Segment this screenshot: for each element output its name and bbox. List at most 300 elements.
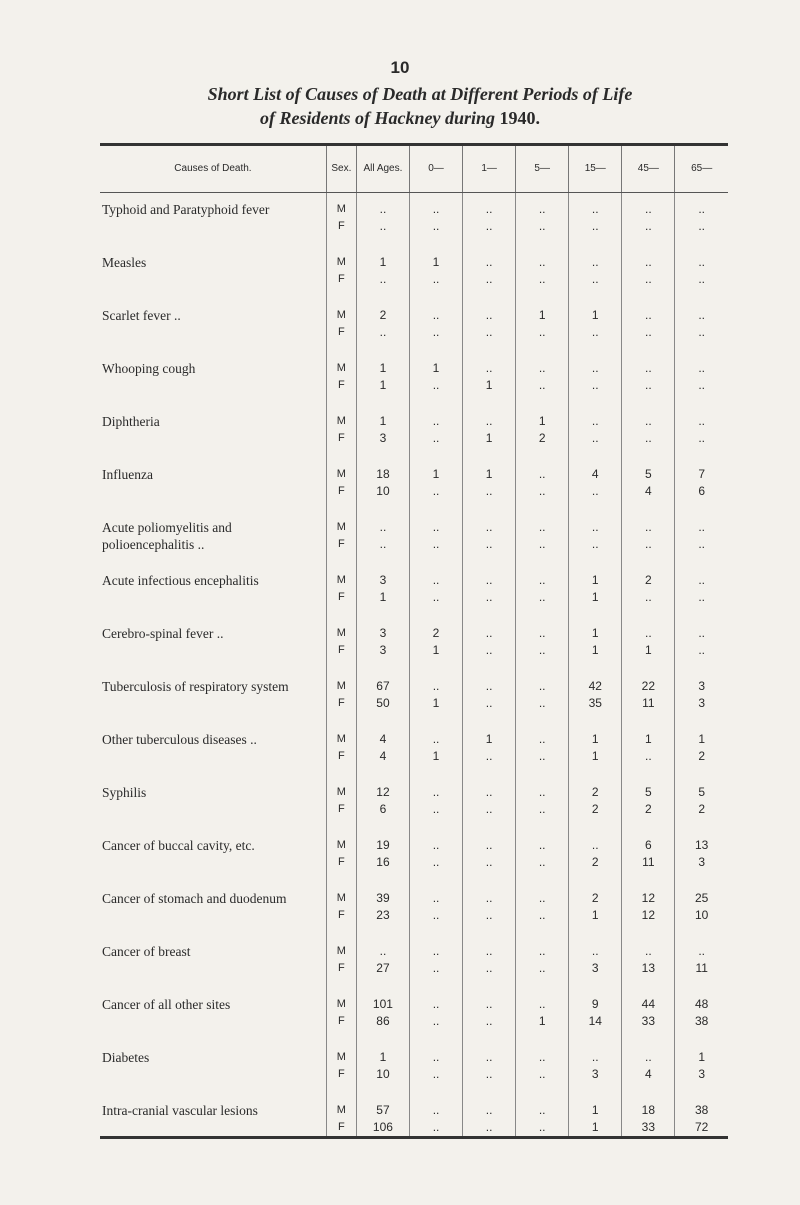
- value-cell: [409, 193, 462, 236]
- row-spacer: [100, 235, 728, 246]
- cell-value: ..: [591, 484, 599, 498]
- cause-name: Measles: [102, 255, 147, 270]
- spacer-cell: [326, 1083, 356, 1094]
- value-cell: [569, 1094, 622, 1138]
- spacer-cell: [622, 765, 675, 776]
- spacer-cell: [409, 1083, 462, 1094]
- cell-value: 1: [379, 378, 387, 392]
- cell-value: ..: [538, 1120, 546, 1134]
- sex-cell: [326, 458, 356, 500]
- value-cell: [675, 617, 728, 659]
- table-row: [100, 988, 728, 1030]
- sex-label: M: [336, 998, 346, 1010]
- spacer-cell: [100, 977, 326, 988]
- cell-value: ..: [485, 1014, 493, 1028]
- table-row: [100, 723, 728, 765]
- cell-value: ..: [485, 308, 493, 322]
- spacer-cell: [516, 924, 569, 935]
- cell-value: 23: [376, 908, 390, 922]
- value-cell: [356, 829, 409, 871]
- cell-value: ..: [485, 749, 493, 763]
- cell-value: ..: [698, 255, 706, 269]
- row-spacer: [100, 818, 728, 829]
- spacer-cell: [356, 235, 409, 246]
- spacer-cell: [356, 341, 409, 352]
- spacer-cell: [463, 712, 516, 723]
- cell-value: ..: [698, 573, 706, 587]
- row-spacer: [100, 288, 728, 299]
- spacer-cell: [356, 500, 409, 511]
- cell-value: 3: [698, 1067, 706, 1081]
- cell-value: ..: [432, 944, 440, 958]
- cell-value: ..: [485, 696, 493, 710]
- value-cell: [356, 246, 409, 288]
- value-cell: [356, 1094, 409, 1138]
- spacer-cell: [326, 818, 356, 829]
- sex-label: M: [336, 892, 346, 904]
- cell-value: 1: [591, 908, 599, 922]
- col-header-age-15: 15—: [569, 146, 622, 193]
- spacer-cell: [463, 288, 516, 299]
- value-cell: [516, 511, 569, 553]
- sex-label: M: [336, 945, 346, 957]
- table-row: [100, 935, 728, 977]
- table-row: [100, 458, 728, 500]
- cell-value: ..: [591, 219, 599, 233]
- sex-label: F: [338, 1121, 345, 1133]
- spacer-cell: [463, 500, 516, 511]
- table-row: [100, 882, 728, 924]
- cell-value: 2: [591, 802, 599, 816]
- spacer-cell: [409, 500, 462, 511]
- sex-label: M: [336, 521, 346, 533]
- cell-value: ..: [432, 855, 440, 869]
- cell-value: 4: [591, 467, 599, 481]
- value-cell: [622, 299, 675, 341]
- sex-cell: [326, 511, 356, 553]
- cell-value: ..: [591, 414, 599, 428]
- value-cell: [569, 617, 622, 659]
- spacer-cell: [100, 659, 326, 670]
- value-cell: [569, 352, 622, 394]
- value-cell: [622, 723, 675, 765]
- cell-value: ..: [538, 944, 546, 958]
- value-cell: [622, 776, 675, 818]
- value-cell: [356, 1041, 409, 1083]
- sex-label: F: [338, 591, 345, 603]
- value-cell: [569, 458, 622, 500]
- cell-value: 57: [376, 1103, 390, 1117]
- value-cell: [356, 723, 409, 765]
- sex-label: F: [338, 750, 345, 762]
- sex-label: F: [338, 644, 345, 656]
- cell-value: 19: [376, 838, 390, 852]
- value-cell: [516, 882, 569, 924]
- cell-value: ..: [485, 1103, 493, 1117]
- spacer-cell: [100, 1030, 326, 1041]
- spacer-cell: [569, 500, 622, 511]
- value-cell: [516, 193, 569, 236]
- value-cell: [409, 405, 462, 447]
- spacer-cell: [516, 288, 569, 299]
- cell-value: 10: [376, 484, 390, 498]
- table-row: [100, 246, 728, 288]
- value-cell: [622, 458, 675, 500]
- cell-value: ..: [538, 626, 546, 640]
- spacer-cell: [409, 1030, 462, 1041]
- cell-value: ..: [538, 590, 546, 604]
- value-cell: [675, 511, 728, 553]
- page-subtitle: [0, 108, 800, 129]
- sex-cell: [326, 776, 356, 818]
- spacer-cell: [675, 553, 728, 564]
- spacer-cell: [569, 394, 622, 405]
- cell-value: 1: [591, 626, 599, 640]
- cell-value: ..: [538, 1067, 546, 1081]
- value-cell: [622, 935, 675, 977]
- spacer-cell: [463, 871, 516, 882]
- value-cell: [356, 988, 409, 1030]
- value-cell: [516, 935, 569, 977]
- cell-value: ..: [538, 484, 546, 498]
- cell-value: ..: [591, 1050, 599, 1064]
- cell-value: ..: [538, 643, 546, 657]
- cell-value: ..: [645, 308, 652, 322]
- value-cell: [675, 882, 728, 924]
- sex-label: M: [336, 1104, 346, 1116]
- spacer-cell: [409, 818, 462, 829]
- cell-value: 1: [591, 643, 599, 657]
- value-cell: [675, 405, 728, 447]
- cell-value: 1: [432, 255, 440, 269]
- row-spacer: [100, 500, 728, 511]
- cell-value: ..: [698, 378, 706, 392]
- cell-value: ..: [432, 308, 440, 322]
- cause-name: Diphtheria: [102, 414, 160, 429]
- spacer-cell: [516, 871, 569, 882]
- subtitle-text: of Residents of Hackney during: [259, 108, 495, 128]
- spacer-cell: [100, 394, 326, 405]
- cell-value: ..: [698, 202, 706, 216]
- table-row: [100, 352, 728, 394]
- cell-value: ..: [432, 378, 440, 392]
- value-cell: [463, 564, 516, 606]
- spacer-cell: [569, 977, 622, 988]
- spacer-cell: [622, 871, 675, 882]
- sex-label: M: [336, 627, 346, 639]
- row-spacer: [100, 341, 728, 352]
- cell-value: 11: [642, 696, 655, 710]
- cell-value: 12: [641, 891, 656, 905]
- cell-value: ..: [538, 749, 546, 763]
- cell-value: 2: [591, 891, 599, 905]
- cell-value: 3: [379, 431, 387, 445]
- cell-value: 13: [695, 838, 709, 852]
- cell-value: ..: [432, 1067, 440, 1081]
- spacer-cell: [675, 765, 728, 776]
- cell-value: ..: [538, 696, 546, 710]
- spacer-cell: [516, 659, 569, 670]
- cell-value: 2: [379, 308, 387, 322]
- sex-cell: [326, 246, 356, 288]
- spacer-cell: [409, 447, 462, 458]
- spacer-cell: [409, 606, 462, 617]
- value-cell: [463, 299, 516, 341]
- cell-value: 44: [641, 997, 656, 1011]
- spacer-cell: [463, 606, 516, 617]
- value-cell: [463, 776, 516, 818]
- row-spacer: [100, 447, 728, 458]
- value-cell: [675, 670, 728, 712]
- sex-label: F: [338, 856, 345, 868]
- spacer-cell: [463, 553, 516, 564]
- value-cell: [569, 246, 622, 288]
- spacer-cell: [409, 235, 462, 246]
- spacer-cell: [622, 553, 675, 564]
- spacer-cell: [675, 394, 728, 405]
- value-cell: [622, 1041, 675, 1083]
- spacer-cell: [100, 288, 326, 299]
- spacer-cell: [675, 235, 728, 246]
- spacer-cell: [356, 977, 409, 988]
- cell-value: ..: [379, 272, 387, 286]
- cell-value: ..: [432, 573, 440, 587]
- spacer-cell: [356, 394, 409, 405]
- cell-value: ..: [379, 202, 387, 216]
- cell-value: ..: [538, 573, 546, 587]
- value-cell: [463, 352, 516, 394]
- cell-value: ..: [432, 484, 440, 498]
- value-cell: [516, 564, 569, 606]
- spacer-cell: [326, 924, 356, 935]
- table-row: [100, 564, 728, 606]
- cell-value: ..: [645, 378, 652, 392]
- cell-value: ..: [591, 255, 599, 269]
- sex-cell: [326, 829, 356, 871]
- cell-value: ..: [485, 537, 493, 551]
- sex-cell: [326, 299, 356, 341]
- spacer-cell: [675, 288, 728, 299]
- value-cell: [356, 405, 409, 447]
- spacer-cell: [569, 447, 622, 458]
- cell-value: ..: [645, 272, 652, 286]
- value-cell: [569, 829, 622, 871]
- table-row: [100, 1094, 728, 1138]
- spacer-cell: [463, 659, 516, 670]
- cell-value: ..: [698, 308, 706, 322]
- page-title: Short List of Causes of Death at Different Periods of Life: [207, 84, 633, 104]
- spacer-cell: [356, 659, 409, 670]
- cell-value: 35: [588, 696, 602, 710]
- cell-value: ..: [538, 1050, 546, 1064]
- spacer-cell: [356, 818, 409, 829]
- spacer-cell: [516, 606, 569, 617]
- row-spacer: [100, 606, 728, 617]
- cause-name: Acute poliomyelitis and polioencephalitis ..: [102, 520, 232, 552]
- sex-label: M: [336, 415, 346, 427]
- cell-value: 27: [376, 961, 390, 975]
- cell-value: ..: [432, 1120, 440, 1134]
- cell-value: ..: [432, 325, 440, 339]
- cell-value: 86: [376, 1014, 390, 1028]
- spacer-cell: [516, 553, 569, 564]
- cause-name: Cancer of stomach and duodenum: [102, 891, 287, 906]
- cell-value: ..: [645, 626, 652, 640]
- cell-value: 1: [379, 361, 387, 375]
- value-cell: [463, 405, 516, 447]
- value-cell: [356, 882, 409, 924]
- spacer-cell: [569, 712, 622, 723]
- value-cell: [622, 1094, 675, 1138]
- value-cell: [675, 193, 728, 236]
- cell-value: ..: [591, 520, 599, 534]
- cell-value: ..: [538, 679, 546, 693]
- value-cell: [569, 723, 622, 765]
- value-cell: [675, 776, 728, 818]
- cell-value: ..: [591, 537, 599, 551]
- cell-value: 33: [641, 1120, 656, 1134]
- cell-value: ..: [645, 537, 652, 551]
- value-cell: [675, 458, 728, 500]
- value-cell: [409, 723, 462, 765]
- cell-value: ..: [591, 325, 599, 339]
- cell-value: 6: [644, 838, 652, 852]
- cell-value: 4: [379, 732, 387, 746]
- cell-value: 3: [379, 643, 387, 657]
- cell-value: 3: [591, 1067, 599, 1081]
- spacer-cell: [622, 1030, 675, 1041]
- cell-value: 1: [591, 732, 599, 746]
- col-header-age-65: 65—: [675, 146, 728, 193]
- sex-cell: [326, 882, 356, 924]
- cell-value: ..: [538, 802, 546, 816]
- spacer-cell: [356, 924, 409, 935]
- value-cell: [675, 935, 728, 977]
- value-cell: [622, 617, 675, 659]
- value-cell: [675, 723, 728, 765]
- cause-name: Acute infectious encephalitis: [102, 573, 259, 588]
- cell-value: ..: [432, 219, 440, 233]
- cell-value: ..: [645, 520, 652, 534]
- spacer-cell: [675, 712, 728, 723]
- sex-cell: [326, 1041, 356, 1083]
- sex-label: F: [338, 432, 345, 444]
- row-spacer: [100, 659, 728, 670]
- cell-value: 3: [698, 855, 706, 869]
- spacer-cell: [326, 765, 356, 776]
- cell-value: ..: [432, 590, 440, 604]
- cell-value: ..: [485, 414, 493, 428]
- sex-label: F: [338, 485, 345, 497]
- spacer-cell: [326, 500, 356, 511]
- table-row: [100, 617, 728, 659]
- cell-value: ..: [432, 997, 440, 1011]
- cell-value: ..: [645, 325, 652, 339]
- cell-value: 1: [379, 1050, 387, 1064]
- cell-value: ..: [645, 414, 652, 428]
- value-cell: [463, 193, 516, 236]
- value-cell: [356, 511, 409, 553]
- cell-value: 1: [591, 1120, 599, 1134]
- col-header-age-0: 0—: [409, 146, 462, 193]
- spacer-cell: [409, 341, 462, 352]
- cell-value: ..: [538, 202, 546, 216]
- cell-value: 4: [644, 484, 652, 498]
- cell-value: ..: [538, 325, 546, 339]
- cell-value: ..: [698, 219, 706, 233]
- spacer-cell: [409, 394, 462, 405]
- spacer-cell: [569, 553, 622, 564]
- value-cell: [463, 670, 516, 712]
- value-cell: [516, 246, 569, 288]
- value-cell: [675, 299, 728, 341]
- cell-value: ..: [379, 944, 387, 958]
- cell-value: 72: [695, 1120, 709, 1134]
- sex-label: M: [336, 574, 346, 586]
- cell-value: ..: [538, 537, 546, 551]
- cell-value: 101: [372, 997, 393, 1011]
- cell-value: 3: [698, 696, 706, 710]
- cell-value: ..: [379, 325, 387, 339]
- spacer-cell: [463, 977, 516, 988]
- spacer-cell: [100, 500, 326, 511]
- cell-value: 4: [644, 1067, 652, 1081]
- spacer-cell: [569, 1030, 622, 1041]
- spacer-cell: [569, 1083, 622, 1094]
- value-cell: [409, 670, 462, 712]
- cell-value: ..: [538, 908, 546, 922]
- cell-value: 1: [538, 308, 546, 322]
- value-cell: [622, 193, 675, 236]
- spacer-cell: [569, 871, 622, 882]
- value-cell: [516, 1094, 569, 1138]
- value-cell: [409, 246, 462, 288]
- cell-value: ..: [432, 537, 440, 551]
- cell-value: ..: [485, 573, 493, 587]
- cell-value: ..: [432, 961, 440, 975]
- value-cell: [675, 988, 728, 1030]
- value-cell: [569, 299, 622, 341]
- value-cell: [622, 882, 675, 924]
- cell-value: 1: [698, 732, 706, 746]
- cell-value: ..: [485, 944, 493, 958]
- cell-value: 1: [591, 1103, 599, 1117]
- sex-cell: [326, 935, 356, 977]
- sex-label: M: [336, 839, 346, 851]
- sex-label: F: [338, 273, 345, 285]
- spacer-cell: [622, 659, 675, 670]
- spacer-cell: [326, 712, 356, 723]
- value-cell: [569, 988, 622, 1030]
- cell-value: 16: [376, 855, 390, 869]
- value-cell: [356, 193, 409, 236]
- cell-value: 11: [695, 961, 708, 975]
- cell-value: 18: [641, 1103, 656, 1117]
- cell-value: ..: [698, 431, 706, 445]
- value-cell: [516, 617, 569, 659]
- cell-value: 2: [698, 802, 706, 816]
- value-cell: [569, 564, 622, 606]
- cell-value: 1: [432, 467, 440, 481]
- value-cell: [356, 776, 409, 818]
- value-cell: [463, 723, 516, 765]
- cell-value: ..: [698, 361, 706, 375]
- spacer-cell: [356, 1030, 409, 1041]
- cell-value: 6: [698, 484, 706, 498]
- cell-value: ..: [432, 414, 440, 428]
- cell-value: ..: [432, 431, 440, 445]
- cell-value: ..: [645, 255, 652, 269]
